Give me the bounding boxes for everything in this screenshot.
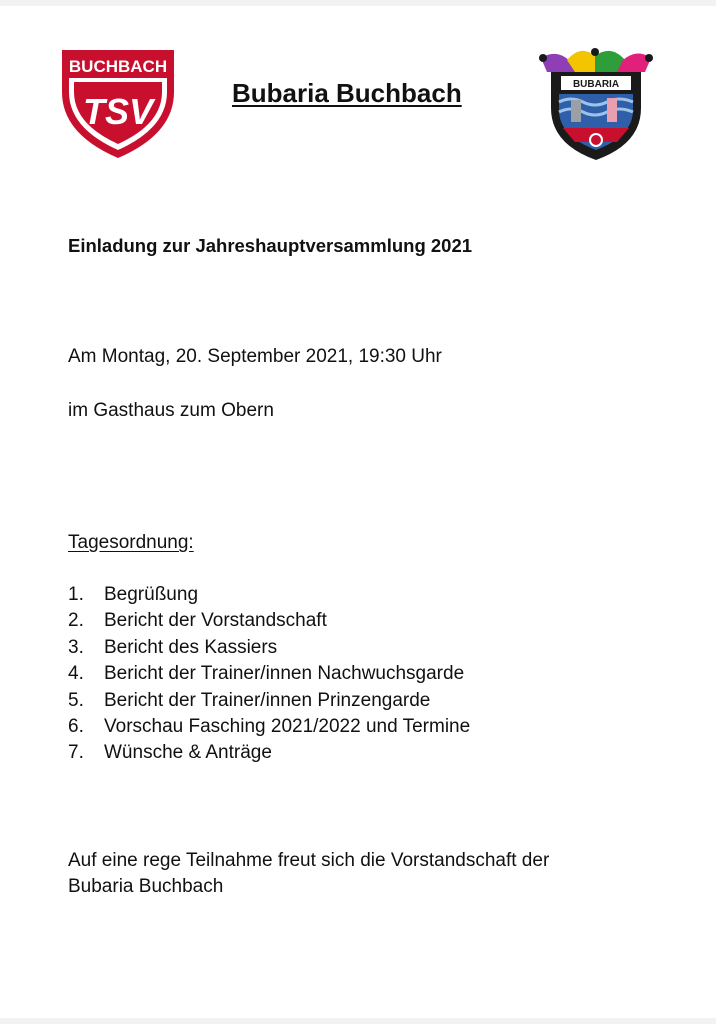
logo-left-text: BUCHBACH [68, 57, 168, 76]
closing-line-1: Auf eine rege Teilnahme freut sich die Vorstandschaft der [68, 850, 550, 871]
logo-right-text: BUBARIA [572, 79, 620, 90]
agenda-item: 5. Bericht der Trainer/innen Prinzengarde [68, 689, 431, 711]
meeting-date: Am Montag, 20. September 2021, 19:30 Uhr [68, 346, 442, 367]
closing-text [68, 848, 549, 901]
agenda-item: 3. Bericht des Kassiers [68, 636, 278, 658]
agenda-item: 1. Begrüßung [68, 584, 199, 605]
agenda-item: 4. Bericht der Trainer/innen Nachwuchsgarde [68, 663, 465, 685]
invitation-heading: Einladung zur Jahreshauptversammlung 2021 [68, 235, 473, 256]
logo-left-letters: TSV [82, 91, 154, 132]
meeting-venue: im Gasthaus zum Obern [68, 400, 274, 421]
tsv-buchbach-logo [58, 46, 178, 160]
agenda-item: 6. Vorschau Fasching 2021/2022 und Termine [68, 715, 471, 737]
agenda-list [68, 582, 470, 767]
bubaria-crest-logo [537, 44, 655, 162]
document-page [0, 6, 716, 1018]
page-title: Bubaria Buchbach [232, 78, 462, 108]
agenda-heading: Tagesordnung: [68, 532, 194, 553]
closing-line-2: Bubaria Buchbach [68, 876, 224, 898]
agenda-item: 7. Wünsche & Anträge [68, 742, 272, 764]
agenda-item: 2. Bericht der Vorstandschaft [68, 610, 327, 632]
